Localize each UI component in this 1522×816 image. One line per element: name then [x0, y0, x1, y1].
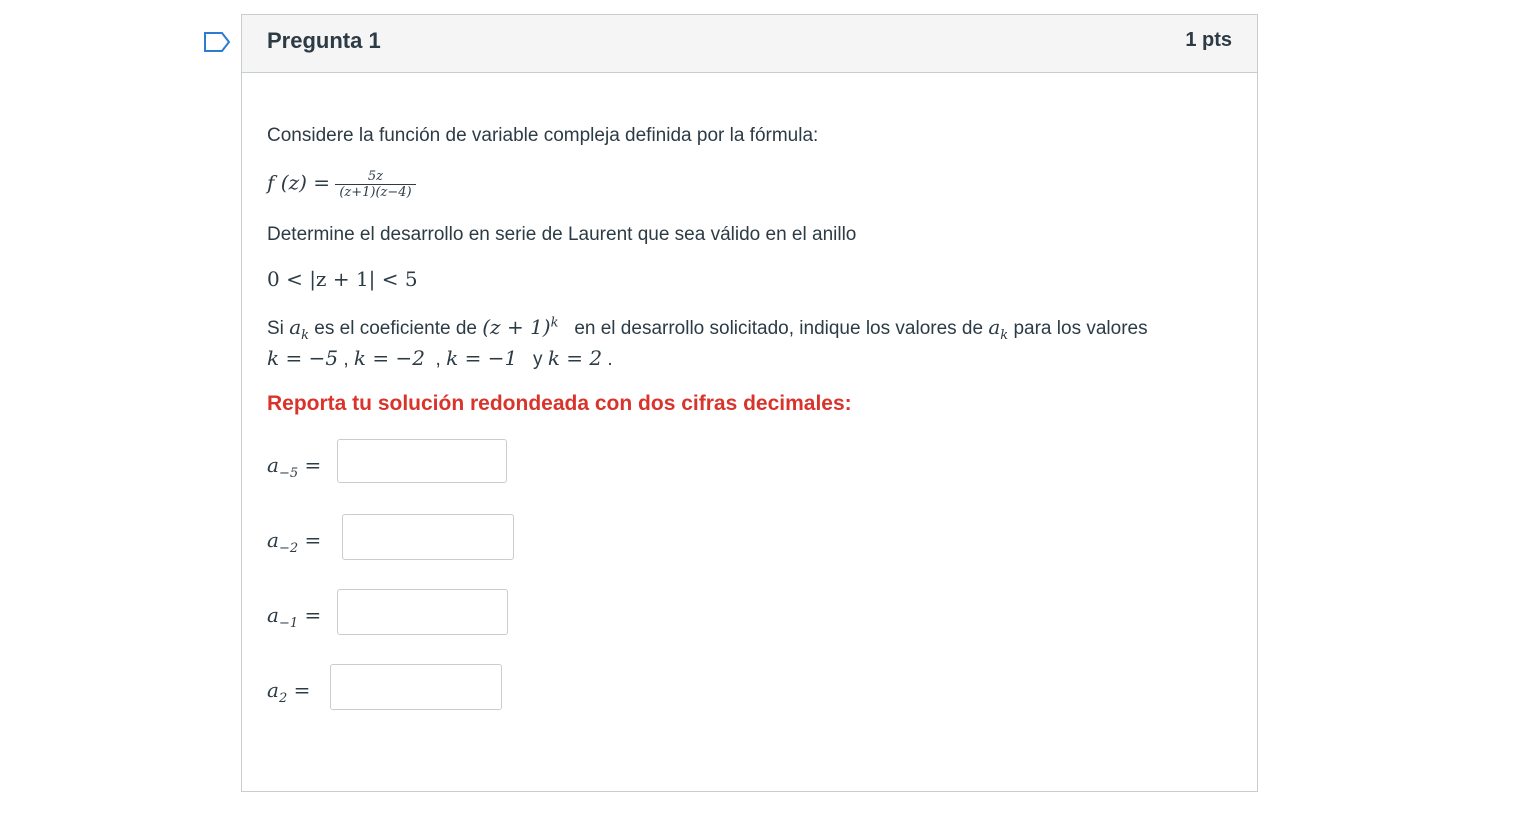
k-value-3: k = −1 [446, 346, 518, 370]
k-value-2: k = −2 [353, 346, 425, 370]
ak-symbol: $a_k$ [289, 315, 310, 343]
k-value-1: k = −5 [267, 346, 339, 370]
formula-denominator: (z+1)(z−4) [339, 185, 412, 200]
text-desarrollo: en el desarrollo solicitado, indique los valores de [574, 318, 984, 339]
function-formula [267, 169, 416, 200]
answer-input-a-minus-1[interactable] [337, 589, 508, 635]
text-para-valores: para los valores [1013, 318, 1148, 339]
k-value-4: k = 2 [547, 346, 603, 370]
formula-numerator: 5z [335, 169, 415, 185]
ak-symbol-2: $a_k$ [988, 315, 1009, 343]
intro-text: Considere la función de variable compleja definida por la fórmula: [267, 125, 819, 146]
coefficient-sentence-line1 [267, 315, 1148, 343]
question-card [241, 14, 1258, 792]
rounding-note: Reporta tu solución redondeada con dos cifras decimales: [267, 392, 852, 415]
annulus-condition: 0 < |z + 1| < 5 [267, 267, 418, 291]
text-coeficiente: es el coeficiente de [314, 318, 477, 339]
bookmark-flag-icon[interactable] [203, 31, 231, 53]
formula-lhs: f (z) = [267, 170, 331, 195]
answer-input-a-minus-5[interactable] [337, 439, 507, 483]
answer-label: $a_{-1}$ = [267, 603, 322, 631]
answer-label: $a_{-2}$ = [267, 528, 322, 556]
question-points: 1 pts [1185, 29, 1232, 51]
answer-input-a-minus-2[interactable] [342, 514, 514, 560]
answer-label: $a_{-5}$ = [267, 453, 322, 481]
text-si: Si [267, 318, 284, 339]
coefficient-sentence-line2: k = −5 , k = −2 , k = −1 y k = 2 . [267, 346, 613, 370]
instruction-text: Determine el desarrollo en serie de Laurent que sea válido en el anillo [267, 224, 857, 245]
text-y: y [533, 349, 543, 370]
question-title: Pregunta 1 [267, 28, 381, 53]
answer-label: $a_2$ = [267, 678, 311, 706]
formula-fraction [335, 169, 415, 200]
question-header [242, 15, 1257, 73]
answer-input-a-2[interactable] [330, 664, 502, 710]
power-term: $(z + 1)^k$ [482, 315, 559, 339]
